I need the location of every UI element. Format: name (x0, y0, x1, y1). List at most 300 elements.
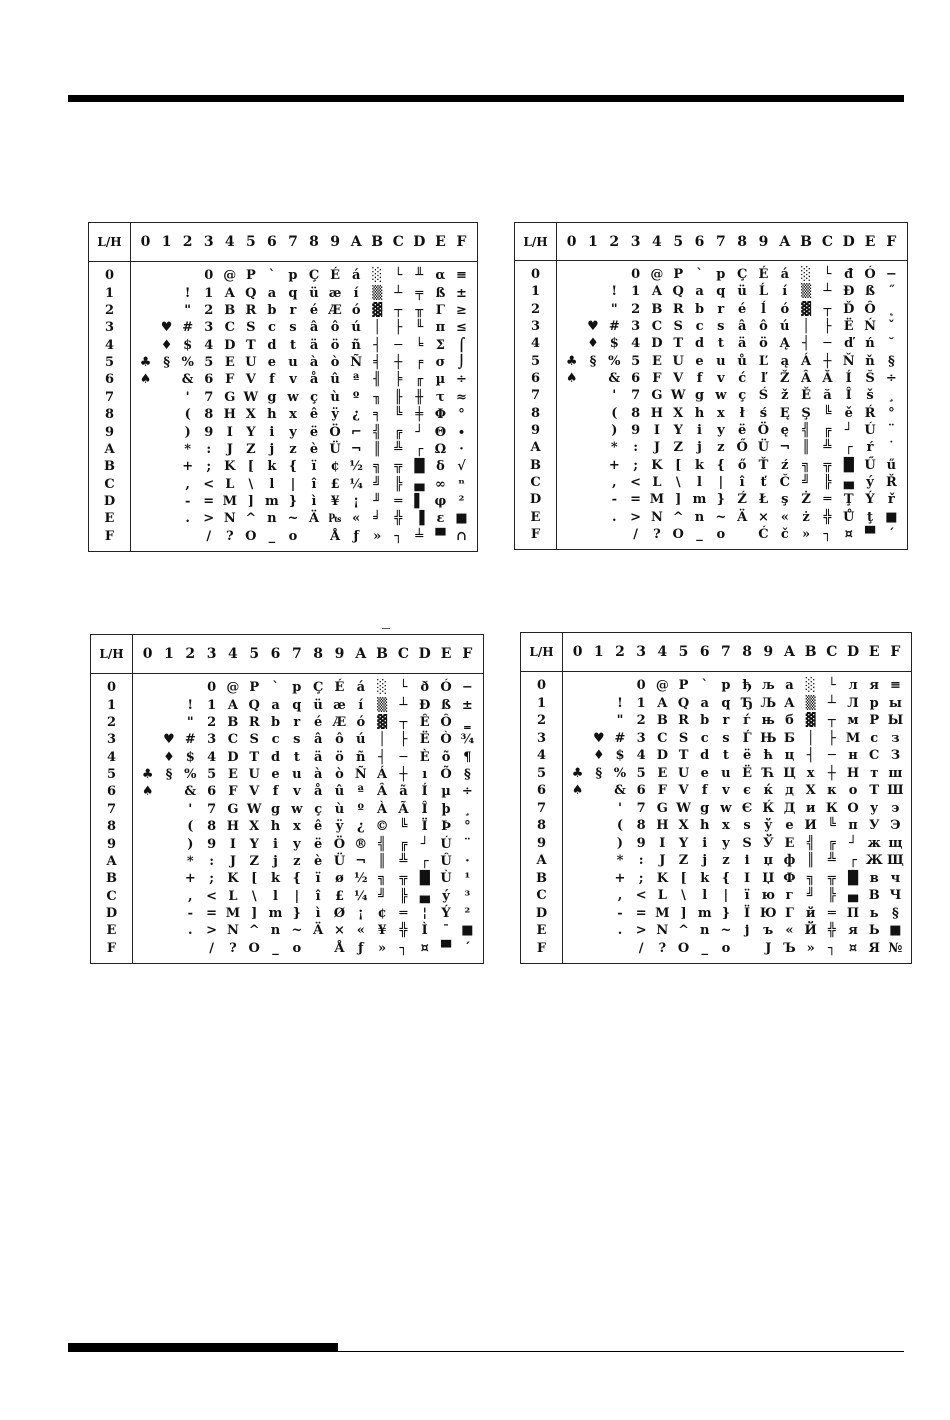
char-cell (135, 302, 156, 319)
char-cell: ┐ (823, 526, 832, 542)
char-cell (156, 371, 177, 388)
char-cell: L (652, 474, 662, 490)
char-cell (156, 476, 177, 493)
char-cell: s (722, 730, 730, 746)
char-cell: @ (226, 680, 240, 696)
char-cell: R (248, 714, 260, 730)
char-cell: ♦ (160, 337, 173, 353)
char-cell: m (697, 905, 712, 921)
char-cell: t (289, 337, 296, 353)
char-cell: ( (611, 405, 618, 421)
char-cell: d (694, 336, 705, 352)
char-cell (158, 679, 179, 696)
char-cell: p (721, 678, 731, 694)
char-cell: № (888, 940, 903, 956)
char-cell: л (848, 678, 858, 694)
bottom-rule-thick (68, 1343, 338, 1352)
column-header: C (397, 646, 409, 662)
column-header: B (376, 646, 389, 662)
char-cell: p (292, 680, 302, 696)
char-cell: г (785, 888, 794, 904)
char-cell: ≥ (456, 302, 467, 318)
char-cell: D (656, 748, 668, 764)
char-cell: $ (185, 749, 195, 765)
char-cell: i (273, 836, 278, 852)
char-cell: к (827, 783, 837, 799)
char-cell: Z (673, 440, 683, 456)
row-header: 4 (106, 749, 117, 765)
char-cell: ß (441, 697, 451, 713)
char-cell: F (228, 784, 238, 800)
char-cell (156, 267, 177, 284)
char-cell: Њ (760, 730, 777, 746)
char-cell: M (649, 492, 665, 508)
char-cell: > (630, 509, 642, 525)
char-cell: ┌ (844, 440, 853, 456)
char-cell: 9 (204, 424, 214, 440)
row-header: 3 (106, 732, 117, 748)
stray-mark (382, 628, 390, 629)
char-cell: х (806, 765, 815, 781)
char-cell: Ň (842, 353, 855, 369)
char-cell (561, 508, 582, 525)
char-cell: ┬ (394, 302, 403, 318)
char-cell: 6 (636, 783, 646, 799)
char-cell: E (224, 355, 235, 371)
char-cell: Д (783, 800, 796, 816)
char-cell: ┘ (844, 422, 853, 438)
char-cell: » (378, 940, 387, 956)
char-cell: њ (761, 713, 775, 729)
char-cell: = (206, 906, 218, 922)
char-cell: y (293, 836, 301, 852)
char-cell: H (226, 819, 240, 835)
char-cell: B (227, 714, 239, 730)
char-cell: l (702, 888, 708, 904)
char-cell: 1 (204, 285, 214, 301)
char-cell: R (672, 301, 684, 317)
char-cell: ę (780, 422, 789, 438)
char-cell: ì (315, 906, 321, 922)
char-cell: Ć (758, 526, 769, 542)
char-cell: ¬ (350, 441, 362, 457)
char-cell: w (720, 800, 732, 816)
char-cell: - (184, 494, 191, 510)
char-cell: ˇ (888, 319, 895, 335)
char-cell: _ (268, 528, 276, 544)
char-cell (588, 887, 609, 905)
char-cell: t (293, 749, 300, 765)
char-cell: Ď (843, 301, 855, 317)
char-cell: z (293, 853, 301, 869)
char-cell: ♣ (565, 353, 578, 369)
char-cell: 3 (207, 732, 217, 748)
char-cell: ¼ (349, 476, 363, 492)
char-cell: Â (801, 371, 812, 387)
char-cell: ≤ (456, 320, 467, 336)
char-cell (588, 870, 609, 888)
char-cell: Ö (329, 424, 341, 440)
char-cell: Ô (440, 714, 452, 730)
char-cell: Ð (419, 697, 431, 713)
char-cell (582, 283, 603, 300)
char-cell: ╧ (415, 528, 424, 544)
char-cell: ð (420, 680, 430, 696)
char-cell: ì (311, 494, 317, 510)
char-cell: Ş (801, 405, 811, 421)
char-cell: ø (335, 871, 344, 887)
char-cell: б (785, 713, 794, 729)
char-cell: : (206, 441, 212, 457)
char-cell (158, 870, 179, 887)
char-cell: { (292, 871, 302, 887)
char-cell: g (694, 388, 705, 404)
char-cell: f (269, 372, 275, 388)
char-cell: * (186, 853, 194, 869)
char-cell: ѕ (743, 818, 751, 834)
row-header: 5 (104, 355, 115, 371)
char-cell: î (739, 474, 745, 490)
char-cell: á (356, 680, 365, 696)
label-divider (132, 635, 133, 963)
char-cell: ╣ (806, 835, 815, 851)
char-cell (567, 835, 588, 853)
char-cell: ♥ (592, 730, 605, 746)
char-cell: Ã (398, 801, 409, 817)
char-cell (561, 266, 582, 283)
char-cell: Џ (762, 870, 775, 886)
table-header-row (89, 223, 477, 262)
char-cell: ¸ (888, 388, 895, 404)
char-cell: ђ (742, 678, 752, 694)
char-cell: { (721, 870, 731, 886)
char-cell: ¨ (464, 836, 471, 852)
char-cell: f (701, 783, 708, 799)
char-cell: e (700, 765, 709, 781)
char-cell: я (869, 678, 880, 694)
char-cell: i (702, 835, 708, 851)
char-cell: ¢ (330, 459, 340, 475)
column-header: E (435, 234, 446, 250)
char-cell: § (887, 353, 895, 369)
char-cell: Q (677, 695, 690, 711)
char-cell: 5 (207, 767, 217, 783)
char-cell: » (802, 526, 811, 542)
char-cell: b (270, 714, 281, 730)
char-cell: m (692, 492, 707, 508)
char-cell: _ (701, 940, 708, 956)
char-cell (156, 458, 177, 475)
char-cell: Ç (308, 268, 320, 284)
char-cell: ы (888, 695, 902, 711)
char-cell: Î (845, 388, 852, 404)
char-cell: ú (780, 319, 790, 335)
char-cell: ┼ (394, 355, 403, 371)
row-header: 6 (530, 371, 541, 387)
char-cell: _ (272, 940, 279, 956)
table-header-row (515, 223, 907, 261)
char-cell: ¹ (464, 871, 471, 887)
char-cell: ; (638, 870, 644, 886)
char-cell: ˛ (888, 301, 895, 317)
char-cell: S (678, 730, 689, 746)
char-cell: è (314, 853, 323, 869)
char-cell: c (271, 732, 280, 748)
char-cell: ź (781, 457, 789, 473)
char-cell: Á (377, 767, 388, 783)
char-cell: s (717, 319, 725, 335)
char-cell (561, 335, 582, 352)
char-cell: q (292, 697, 302, 713)
char-cell: r (293, 714, 301, 730)
char-cell: H (223, 407, 236, 423)
char-cell: ┼ (399, 767, 408, 783)
char-cell: x (716, 405, 725, 421)
char-cell (561, 491, 582, 508)
char-cell: O (248, 940, 260, 956)
char-cell: k (695, 457, 705, 473)
char-cell: Ó (864, 267, 876, 283)
row-header: 1 (106, 697, 117, 713)
char-cell: č (780, 526, 789, 542)
char-cell: F (225, 372, 235, 388)
column-header: 5 (678, 644, 689, 660)
char-cell (588, 677, 609, 695)
char-cell: ■ (461, 923, 474, 939)
char-cell: ▀ (435, 528, 446, 544)
char-cell: × (334, 923, 345, 939)
char-cell: « (785, 923, 794, 939)
char-cell: g (700, 800, 710, 816)
char-cell: w (291, 801, 303, 817)
char-cell (156, 528, 177, 545)
char-cell: ~ (715, 509, 727, 525)
char-cell: " (186, 714, 194, 730)
char-cell: T (673, 336, 684, 352)
char-cell: ╞ (394, 372, 403, 388)
char-cell: µ (435, 372, 446, 388)
char-cell: Õ (440, 767, 452, 783)
row-header: E (104, 511, 115, 527)
column-header: 7 (715, 233, 726, 250)
char-cell: └ (399, 680, 408, 696)
char-cell: ─ (823, 336, 832, 352)
char-cell: x (722, 818, 730, 834)
char-cell: * (610, 440, 618, 456)
char-cell: > (206, 923, 218, 939)
char-cell: ╬ (823, 509, 832, 525)
char-cell: t (717, 336, 724, 352)
row-header: 0 (104, 268, 115, 284)
row-header: 0 (530, 267, 541, 283)
char-cell: ∙ (458, 424, 465, 440)
column-header: F (886, 233, 897, 250)
char-cell: Ű (864, 457, 876, 473)
char-cell: 5 (631, 353, 641, 369)
char-cell: Ü (333, 853, 346, 869)
char-cell: ^ (248, 923, 260, 939)
char-cell (137, 749, 158, 766)
char-cell: I (226, 424, 233, 440)
char-cell: , (612, 474, 617, 490)
char-cell (561, 474, 582, 491)
char-cell: Y (249, 836, 259, 852)
char-cell: ╣ (802, 422, 810, 438)
char-cell: ] (680, 905, 687, 921)
char-cell (158, 922, 179, 939)
char-cell (582, 491, 603, 508)
char-cell (156, 302, 177, 319)
column-header: 7 (288, 234, 298, 250)
char-cell: ^ (245, 511, 257, 527)
char-cell (137, 801, 158, 818)
char-cell: p (716, 267, 726, 283)
char-cell: j (702, 853, 708, 869)
char-cell (135, 389, 156, 406)
char-cell: h (270, 819, 281, 835)
corner-label: L/H (523, 234, 548, 249)
char-cell: ў (764, 818, 773, 834)
char-cell: ÷ (885, 371, 897, 387)
column-header: 1 (164, 646, 174, 662)
char-cell: , (185, 476, 190, 492)
char-cell: ¿ (356, 819, 365, 835)
char-cell: Б (783, 730, 796, 746)
row-header: 9 (106, 836, 117, 852)
char-cell: ' (612, 388, 617, 404)
char-cell (567, 817, 588, 835)
char-cell: ) (184, 424, 191, 440)
char-cell: ├ (399, 732, 408, 748)
char-cell: & (614, 783, 626, 799)
column-header: 0 (566, 233, 577, 250)
char-cell: ┌ (415, 441, 424, 457)
char-cell (582, 474, 603, 491)
char-cell: % (181, 355, 194, 371)
char-cell: 3 (631, 319, 641, 335)
char-cell: ─ (394, 337, 403, 353)
char-cell: о (848, 783, 858, 799)
char-cell (180, 679, 201, 696)
char-cell (135, 528, 156, 545)
char-cell: ½ (349, 459, 363, 475)
row-header: A (536, 853, 547, 869)
char-cell: ┤ (378, 749, 386, 765)
char-cell: X (673, 405, 684, 421)
char-cell: & (608, 371, 621, 387)
char-cell: b (700, 713, 710, 729)
char-cell: c (700, 730, 709, 746)
char-cell: ┬ (823, 301, 832, 317)
char-cell: 4 (204, 337, 214, 353)
char-cell: Ќ (762, 800, 775, 816)
column-header: 3 (630, 233, 641, 250)
char-cell: Z (678, 853, 689, 869)
char-cell: · (459, 441, 464, 457)
char-cell: τ (436, 389, 445, 405)
char-cell: V (673, 371, 684, 387)
char-cell: і (744, 853, 750, 869)
row-header: E (106, 923, 117, 939)
char-cell: ╗ (806, 870, 815, 886)
char-cell: σ (435, 355, 446, 371)
char-cell: C (224, 320, 235, 336)
char-cell: a (695, 284, 704, 300)
column-header: 8 (309, 234, 319, 250)
char-cell (567, 852, 588, 870)
char-cell: ! (184, 285, 191, 301)
char-cell: Ú (864, 422, 876, 438)
char-cell: a (271, 697, 280, 713)
char-cell: ¬ (779, 440, 791, 456)
char-cell: Î (421, 801, 428, 817)
column-header: 6 (270, 646, 281, 662)
char-cell: - (611, 492, 617, 508)
column-header: E (440, 646, 452, 662)
char-cell: ř (887, 492, 895, 508)
char-cell: Ç (736, 267, 748, 283)
char-cell (156, 284, 177, 301)
char-cell: Đ (843, 284, 855, 300)
char-cell: ─ (399, 749, 408, 765)
char-cell: ž (781, 388, 789, 404)
char-cell: П (846, 905, 860, 921)
char-cell: ƒ (357, 940, 364, 956)
char-cell: ' (617, 800, 622, 816)
char-cell: ♥ (160, 320, 173, 336)
row-header: D (105, 906, 118, 922)
char-cell: û (334, 784, 345, 800)
char-cell: M (225, 906, 241, 922)
row-header: A (104, 441, 115, 457)
column-header: A (784, 644, 795, 660)
row-header: A (106, 853, 117, 869)
char-cell (135, 510, 156, 527)
row-header: 7 (530, 388, 541, 404)
char-cell: A (227, 697, 238, 713)
column-header: 6 (699, 644, 710, 660)
corner-label: L/H (99, 647, 124, 661)
char-cell: V (678, 783, 689, 799)
char-cell: À (377, 801, 388, 817)
char-cell (582, 405, 603, 422)
row-header: 6 (536, 783, 547, 799)
column-header: A (350, 234, 362, 250)
char-cell: £ (334, 888, 344, 904)
char-cell: Ï (421, 819, 428, 835)
char-cell: W (670, 388, 686, 404)
char-cell: à (309, 355, 319, 371)
char-cell: ¯ (442, 923, 450, 939)
char-cell: f (272, 784, 279, 800)
char-cell: g (267, 389, 277, 405)
char-cell: Γ (435, 302, 446, 318)
column-header: 1 (593, 644, 604, 660)
column-header: D (846, 644, 860, 660)
char-cell: ╣ (378, 836, 386, 852)
char-cell: ═ (827, 905, 836, 921)
char-cell: ╩ (823, 440, 832, 456)
char-cell: T (678, 748, 689, 764)
char-cell: / (206, 528, 212, 544)
char-cell: Ë (419, 732, 430, 748)
char-cell (604, 526, 625, 543)
char-cell (588, 905, 609, 923)
char-cell: ‗ (464, 714, 471, 730)
char-cell: Ý (865, 492, 875, 508)
char-cell: ■ (885, 509, 898, 525)
char-cell (135, 441, 156, 458)
